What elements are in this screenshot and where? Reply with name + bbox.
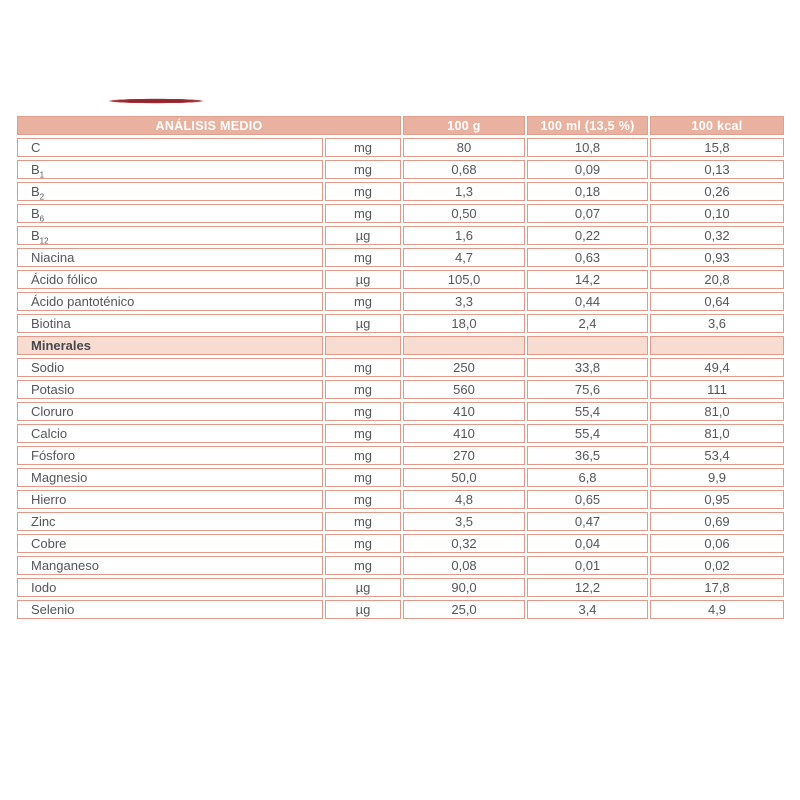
per-100kcal-cell: 0,64 (650, 292, 784, 311)
nutrient-name-cell (17, 358, 323, 377)
table-row (17, 270, 784, 289)
per-100ml-cell: 14,2 (527, 270, 648, 289)
table-row (17, 336, 784, 355)
header-cell-analisis-medio: ANÁLISIS MEDIO (17, 116, 401, 135)
table-row (17, 292, 784, 311)
nutrient-name: Ácido pantoténico (31, 294, 135, 309)
per-100g-cell: 1,6 (403, 226, 525, 245)
nutrient-name-subscript: 6 (39, 214, 45, 223)
per-100g-cell: 0,68 (403, 160, 525, 179)
per-100ml-cell: 10,8 (527, 138, 648, 157)
table-row (17, 204, 784, 223)
per-100g-cell: 50,0 (403, 468, 525, 487)
table-row (17, 512, 784, 531)
nutrient-name: Ácido fólico (31, 272, 98, 287)
per-100kcal-cell: 0,32 (650, 226, 784, 245)
unit-cell: mg (325, 292, 401, 311)
unit-cell: mg (325, 402, 401, 421)
per-100ml-cell (527, 336, 648, 355)
unit-cell: mg (325, 248, 401, 267)
per-100kcal-cell: 0,06 (650, 534, 784, 553)
per-100g-cell: 0,50 (403, 204, 525, 223)
header-cell-100g: 100 g (403, 116, 525, 135)
per-100kcal-cell: 3,6 (650, 314, 784, 333)
per-100g-cell: 1,3 (403, 182, 525, 201)
nutrient-name-cell (17, 160, 323, 179)
nutrient-name: Selenio (31, 602, 75, 617)
unit-cell: µg (325, 314, 401, 333)
nutrient-name: Calcio (31, 426, 68, 441)
nutrient-name: Iodo (31, 580, 57, 595)
per-100kcal-cell: 0,26 (650, 182, 784, 201)
nutrient-name: Sodio (31, 360, 65, 375)
table-row (17, 160, 784, 179)
nutrient-name-cell (17, 468, 323, 487)
per-100ml-cell: 0,07 (527, 204, 648, 223)
unit-cell: mg (325, 138, 401, 157)
per-100kcal-cell: 0,13 (650, 160, 784, 179)
per-100kcal-cell: 0,02 (650, 556, 784, 575)
nutrient-name-cell (17, 402, 323, 421)
nutrient-name-cell (17, 556, 323, 575)
per-100ml-cell: 0,44 (527, 292, 648, 311)
per-100ml-cell: 0,47 (527, 512, 648, 531)
nutrient-name: B (31, 184, 40, 199)
table-row (17, 402, 784, 421)
per-100kcal-cell: 20,8 (650, 270, 784, 289)
unit-cell: µg (325, 600, 401, 619)
per-100ml-cell: 33,8 (527, 358, 648, 377)
header-cell-100kcal: 100 kcal (650, 116, 784, 135)
nutrient-name-cell (17, 446, 323, 465)
nutrient-name: Potasio (31, 382, 75, 397)
nutrient-name-cell (17, 600, 323, 619)
nutrient-name-cell (17, 512, 323, 531)
table-row (17, 248, 784, 267)
nutrient-name-cell (17, 380, 323, 399)
per-100g-cell: 3,5 (403, 512, 525, 531)
per-100ml-cell: 75,6 (527, 380, 648, 399)
unit-cell: mg (325, 380, 401, 399)
per-100ml-cell: 3,4 (527, 600, 648, 619)
per-100ml-cell: 12,2 (527, 578, 648, 597)
nutrient-name: Fósforo (31, 448, 76, 463)
nutrient-name-cell (17, 424, 323, 443)
per-100kcal-cell: 0,69 (650, 512, 784, 531)
nutrient-name: Cloruro (31, 404, 74, 419)
per-100g-cell: 18,0 (403, 314, 525, 333)
nutrient-name-cell (17, 226, 323, 245)
per-100g-cell: 270 (403, 446, 525, 465)
nutrient-name: B (31, 162, 40, 177)
per-100g-cell: 4,8 (403, 490, 525, 509)
table-row (17, 600, 784, 619)
unit-cell: mg (325, 160, 401, 179)
unit-cell (325, 336, 401, 355)
unit-cell: mg (325, 512, 401, 531)
per-100g-cell (403, 336, 525, 355)
unit-cell: mg (325, 468, 401, 487)
per-100kcal-cell: 9,9 (650, 468, 784, 487)
per-100ml-cell: 55,4 (527, 402, 648, 421)
header-cell-100ml: 100 ml (13,5 %) (527, 116, 648, 135)
per-100ml-cell: 0,01 (527, 556, 648, 575)
table-row (17, 358, 784, 377)
per-100g-cell: 410 (403, 402, 525, 421)
per-100kcal-cell: 81,0 (650, 402, 784, 421)
nutrient-name: Magnesio (31, 470, 88, 485)
per-100kcal-cell: 111 (650, 380, 784, 399)
per-100ml-cell: 0,22 (527, 226, 648, 245)
table-row (17, 314, 784, 333)
nutrient-name-cell (17, 578, 323, 597)
nutrient-name: Hierro (31, 492, 67, 507)
per-100kcal-cell: 53,4 (650, 446, 784, 465)
nutrient-name-subscript: 12 (39, 236, 49, 245)
unit-cell: mg (325, 534, 401, 553)
table-row (17, 490, 784, 509)
nutrient-name-subscript: 1 (39, 170, 45, 179)
table-row (17, 446, 784, 465)
nutrient-name-cell (17, 314, 323, 333)
table-row (17, 468, 784, 487)
per-100ml-cell: 0,09 (527, 160, 648, 179)
nutrient-name-cell (17, 248, 323, 267)
analysis-table (15, 113, 786, 622)
table-row (17, 182, 784, 201)
table-row (17, 578, 784, 597)
nutrient-name-cell (17, 204, 323, 223)
per-100g-cell: 105,0 (403, 270, 525, 289)
per-100g-cell: 0,08 (403, 556, 525, 575)
table-row (17, 380, 784, 399)
unit-cell: mg (325, 204, 401, 223)
per-100kcal-cell: 49,4 (650, 358, 784, 377)
nutrient-name-cell (17, 138, 323, 157)
unit-cell: µg (325, 226, 401, 245)
per-100ml-cell: 55,4 (527, 424, 648, 443)
nutrient-name-cell (17, 534, 323, 553)
nutrient-name-cell (17, 270, 323, 289)
per-100g-cell: 4,7 (403, 248, 525, 267)
nutrient-name: Minerales (31, 338, 91, 353)
table-row (17, 556, 784, 575)
nutrient-name-cell (17, 182, 323, 201)
per-100ml-cell: 36,5 (527, 446, 648, 465)
per-100g-cell: 250 (403, 358, 525, 377)
nutrient-name: B (31, 206, 40, 221)
nutrient-name-cell (17, 490, 323, 509)
per-100g-cell: 90,0 (403, 578, 525, 597)
nutrient-name: B (31, 228, 40, 243)
per-100kcal-cell: 81,0 (650, 424, 784, 443)
unit-cell: mg (325, 490, 401, 509)
unit-cell: mg (325, 556, 401, 575)
per-100kcal-cell: 4,9 (650, 600, 784, 619)
unit-cell: mg (325, 182, 401, 201)
unit-cell: µg (325, 578, 401, 597)
unit-cell: mg (325, 358, 401, 377)
nutrient-name: Manganeso (31, 558, 99, 573)
per-100kcal-cell: 15,8 (650, 138, 784, 157)
per-100ml-cell: 0,04 (527, 534, 648, 553)
nutrient-name-cell (17, 336, 323, 355)
nutrient-name: Biotina (31, 316, 71, 331)
per-100ml-cell: 2,4 (527, 314, 648, 333)
per-100ml-cell: 6,8 (527, 468, 648, 487)
table-row (17, 138, 784, 157)
unit-cell: µg (325, 270, 401, 289)
nutrient-name-subscript: 2 (39, 192, 45, 201)
per-100g-cell: 25,0 (403, 600, 525, 619)
nutrient-name-cell (17, 292, 323, 311)
per-100g-cell: 3,3 (403, 292, 525, 311)
per-100kcal-cell: 0,10 (650, 204, 784, 223)
table-row (17, 424, 784, 443)
per-100g-cell: 80 (403, 138, 525, 157)
per-100kcal-cell: 0,95 (650, 490, 784, 509)
per-100kcal-cell: 17,8 (650, 578, 784, 597)
per-100g-cell: 0,32 (403, 534, 525, 553)
nutrient-name: Zinc (31, 514, 56, 529)
unit-cell: mg (325, 424, 401, 443)
per-100kcal-cell (650, 336, 784, 355)
unit-cell: mg (325, 446, 401, 465)
table-row (17, 226, 784, 245)
per-100kcal-cell: 0,93 (650, 248, 784, 267)
per-100ml-cell: 0,18 (527, 182, 648, 201)
table-header-row (17, 116, 784, 135)
per-100ml-cell: 0,65 (527, 490, 648, 509)
table-row (17, 534, 784, 553)
per-100g-cell: 560 (403, 380, 525, 399)
per-100g-cell: 410 (403, 424, 525, 443)
nutrient-name: Niacina (31, 250, 75, 265)
per-100ml-cell: 0,63 (527, 248, 648, 267)
table-body (17, 138, 784, 619)
nutrient-name: C (31, 140, 41, 155)
nutrient-name: Cobre (31, 536, 67, 551)
red-swoosh-decoration (94, 98, 218, 104)
